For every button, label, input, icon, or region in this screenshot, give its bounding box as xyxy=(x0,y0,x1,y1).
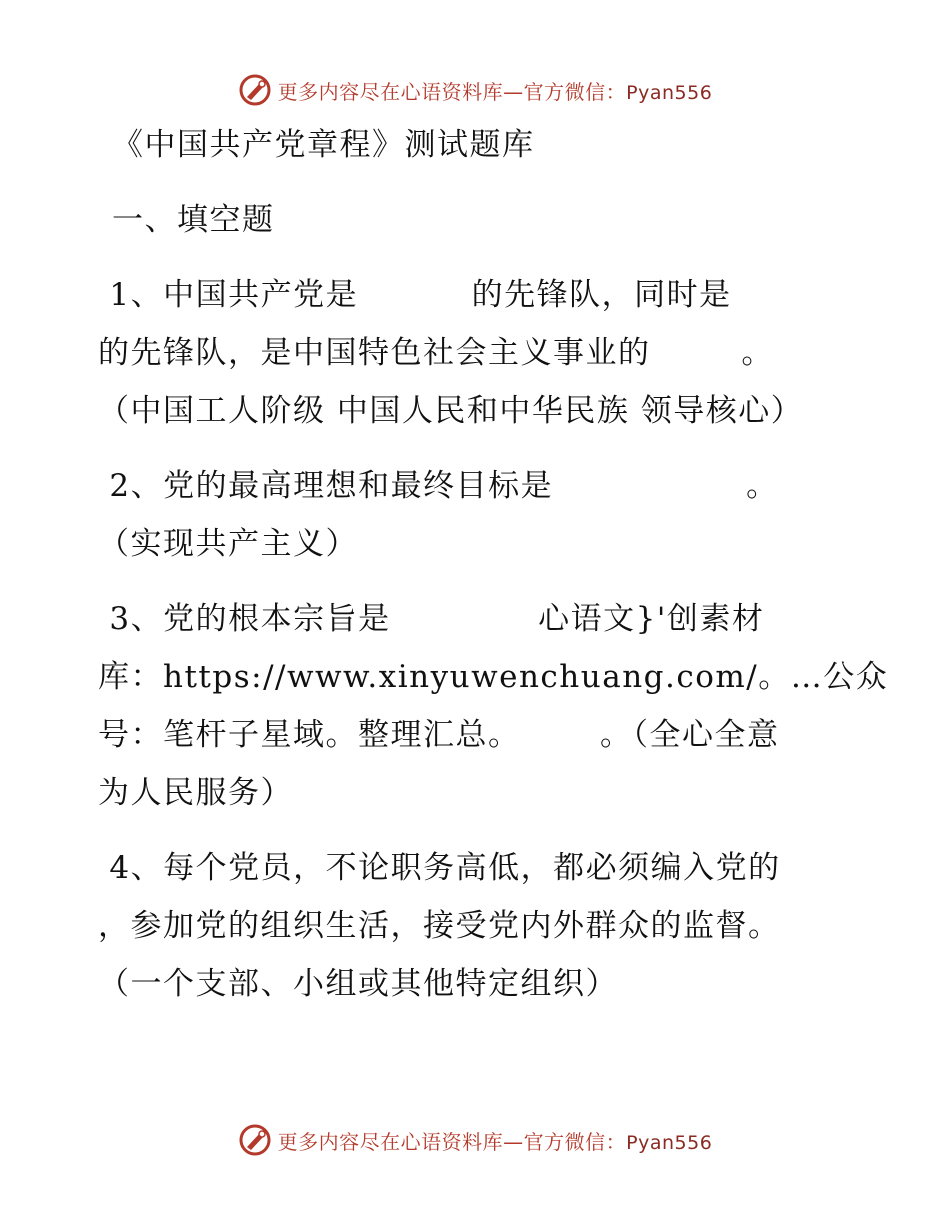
text-line: 1、中国共产党是 的先锋队，同时是 xyxy=(98,277,732,313)
banner-text: 更多内容尽在心语资料库—官方微信：Pyan556 xyxy=(277,79,713,104)
wechat-id: Pyan556 xyxy=(626,1131,713,1154)
text-line: 号：笔杆子星域。整理汇总。 。（全心全意 xyxy=(98,717,780,753)
answer-line: （实现共产主义） xyxy=(98,526,358,562)
text-line: 3、党的根本宗旨是 心语文}'创素材 xyxy=(98,601,765,637)
document-title: 《中国共产党章程》测试题库 xyxy=(112,127,535,163)
footer-banner xyxy=(0,1120,950,1160)
answer-line: （中国工人阶级 中国人民和中华民族 领导核心） xyxy=(98,393,804,429)
section-heading: 一、填空题 xyxy=(112,202,275,238)
banner-text: 更多内容尽在心语资料库—官方微信：Pyan556 xyxy=(277,1129,713,1154)
answer-line: （一个支部、小组或其他特定组织） xyxy=(98,966,618,1002)
text-line: 库：https://www.xinyuwenchuang.com/。…公众 xyxy=(98,659,889,695)
text-line: ，参加党的组织生活，接受党内外群众的监督。 xyxy=(98,908,781,944)
text-line: 的先锋队，是中国特色社会主义事业的 。 xyxy=(98,335,774,371)
text-line: 2、党的最高理想和最终目标是 。 xyxy=(98,468,779,504)
answer-line: 为人民服务） xyxy=(98,775,293,811)
wechat-id: Pyan556 xyxy=(626,81,713,104)
header-banner xyxy=(0,70,950,110)
pen-logo-icon xyxy=(238,73,272,107)
text-line: 4、每个党员，不论职务高低，都必须编入党的 xyxy=(98,850,781,886)
pen-logo-icon xyxy=(238,1123,272,1157)
